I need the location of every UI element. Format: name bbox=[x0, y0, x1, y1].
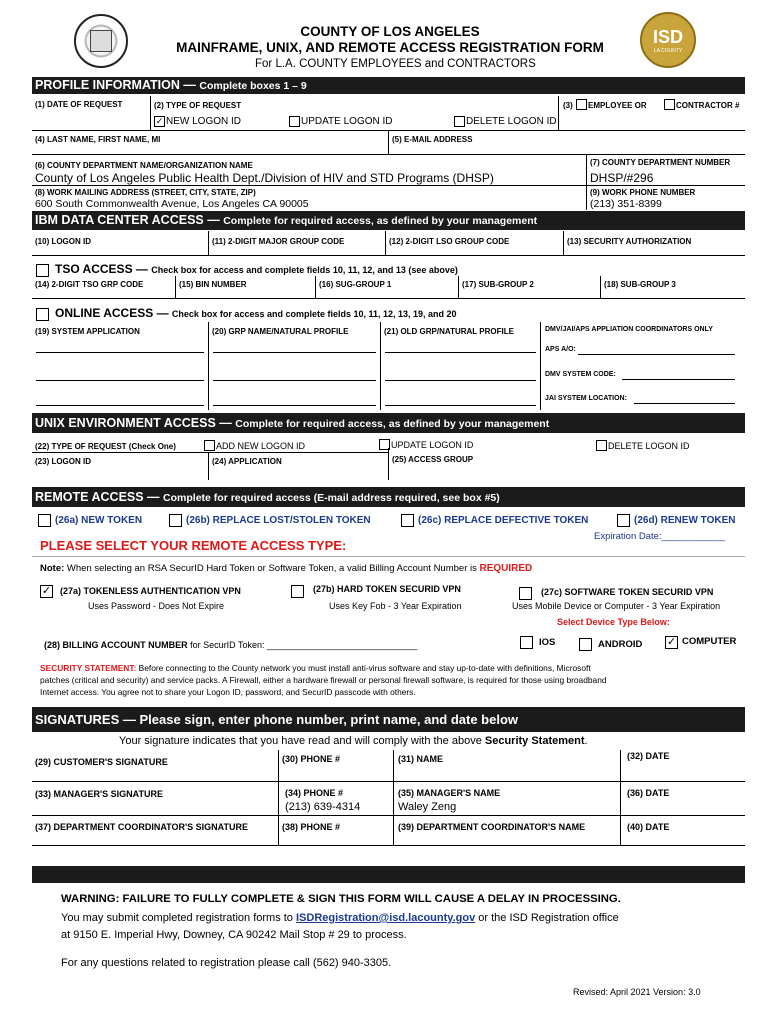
grp-name-line-3[interactable] bbox=[213, 405, 376, 406]
customer-date-label: (32) DATE bbox=[627, 751, 670, 761]
form-title-line2: MAINFRAME, UNIX, AND REMOTE ACCESS REGISTRATION FORM bbox=[176, 40, 604, 55]
tso-access-title bbox=[55, 262, 458, 276]
mailing-address-label: (8) WORK MAILING ADDRESS (STREET, CITY, STATE, ZIP) bbox=[35, 188, 256, 197]
unix-add-checkbox[interactable] bbox=[204, 440, 215, 451]
replace-lost-token-checkbox[interactable] bbox=[169, 514, 182, 527]
form-title-line1: COUNTY OF LOS ANGELES bbox=[300, 24, 480, 39]
employee-label: EMPLOYEE OR bbox=[588, 101, 647, 110]
tso-access-checkbox[interactable] bbox=[36, 264, 49, 277]
unix-application-label: (24) APPLICATION bbox=[212, 457, 282, 466]
software-token-vpn-desc: Uses Mobile Device or Computer - 3 Year Expiration bbox=[512, 601, 721, 611]
department-name-label: (6) COUNTY DEPARTMENT NAME/ORGANIZATION NAME bbox=[35, 161, 253, 170]
customer-phone-label: (30) PHONE # bbox=[282, 754, 341, 764]
tokenless-vpn-desc: Uses Password - Does Not Expire bbox=[88, 601, 225, 611]
questions-text: For any questions related to registration please call (562) 940-3305. bbox=[61, 957, 392, 969]
system-app-line-2[interactable] bbox=[36, 380, 204, 381]
unix-bar-title: UNIX ENVIRONMENT ACCESS — bbox=[35, 416, 232, 430]
manager-phone-value[interactable]: (213) 639-4314 bbox=[285, 801, 361, 813]
manager-name-value[interactable]: Waley Zeng bbox=[398, 801, 457, 813]
online-subtitle-text: Check box for access and complete fields 10, 11, 12, 13, 19, and 20 bbox=[171, 309, 457, 319]
unix-delete-label: DELETE LOGON ID bbox=[608, 441, 690, 451]
unix-section-bar bbox=[32, 413, 745, 433]
system-application-label: (19) SYSTEM APPLICATION bbox=[35, 327, 140, 336]
system-app-line-3[interactable] bbox=[36, 405, 204, 406]
ibm-section-bar bbox=[32, 211, 745, 230]
profile-bar-subtitle: Complete boxes 1 – 9 bbox=[199, 80, 307, 92]
hard-token-vpn-checkbox[interactable] bbox=[291, 585, 304, 598]
online-access-title bbox=[55, 306, 457, 320]
dmv-coordinators-label: DMV/JAI/APS APPLIATION COORDINATORS ONLY bbox=[545, 326, 713, 333]
software-token-vpn-label: (27c) SOFTWARE TOKEN SECURID VPN bbox=[541, 587, 714, 597]
note-text: When selecting an RSA SecurID Hard Token or Software Token, a valid Billing Account Number is bbox=[64, 563, 480, 574]
old-grp-profile-label: (21) OLD GRP/NATURAL PROFILE bbox=[384, 327, 514, 336]
tso-subtitle-text: Check box for access and complete fields 10, 11, 12, and 13 (see above) bbox=[151, 265, 458, 275]
ios-label: IOS bbox=[539, 637, 556, 648]
revision-text: Revised: April 2021 Version: 3.0 bbox=[573, 987, 701, 997]
new-token-checkbox[interactable] bbox=[38, 514, 51, 527]
old-grp-line-3[interactable] bbox=[385, 405, 536, 406]
replace-defective-token-label: (26c) REPLACE DEFECTIVE TOKEN bbox=[418, 515, 589, 526]
manager-phone-label: (34) PHONE # bbox=[285, 788, 344, 798]
tso-title-text: TSO ACCESS — bbox=[55, 262, 148, 276]
security-statement bbox=[40, 662, 607, 698]
contractor-label: CONTRACTOR # bbox=[676, 101, 740, 110]
county-seal-logo bbox=[74, 14, 128, 68]
tokenless-vpn-checkbox[interactable]: ✓ bbox=[41, 585, 52, 597]
sub-group-2-label: (17) SUB-GROUP 2 bbox=[462, 280, 534, 289]
update-logon-checkbox[interactable] bbox=[289, 116, 300, 127]
ibm-bar-title: IBM DATA CENTER ACCESS — bbox=[35, 213, 220, 227]
new-logon-checkbox[interactable]: ✓ bbox=[155, 116, 164, 126]
submit-text-3: at 9150 E. Imperial Hwy, Downey, CA 90242 Mail Stop # 29 to process. bbox=[61, 929, 407, 941]
lso-group-code-label: (12) 2-DIGIT LSO GROUP CODE bbox=[389, 237, 510, 246]
seal-inner-icon bbox=[90, 30, 112, 52]
security-statement-line3: Internet access. You agree not to share your Logon ID, password, and SecurID passcode with others. bbox=[40, 687, 416, 697]
device-type-heading: Select Device Type Below: bbox=[557, 617, 670, 627]
aps-ao-label: APS A/O: bbox=[545, 346, 576, 353]
billing-account-label: (28) BILLING ACCOUNT NUMBER bbox=[44, 640, 188, 650]
new-logon-label: NEW LOGON ID bbox=[166, 116, 242, 127]
hard-token-vpn-desc: Uses Key Fob - 3 Year Expiration bbox=[329, 601, 462, 611]
coordinator-name-label: (39) DEPARTMENT COORDINATOR'S NAME bbox=[398, 822, 586, 832]
computer-label: COMPUTER bbox=[682, 636, 737, 647]
signatures-bar-title: SIGNATURES — Please sign, enter phone number, print name, and date below bbox=[35, 712, 519, 727]
note-label: Note: bbox=[40, 563, 65, 574]
unix-access-group-label: (25) ACCESS GROUP bbox=[392, 455, 474, 464]
required-text: REQUIRED bbox=[479, 563, 533, 574]
coordinator-phone-label: (38) PHONE # bbox=[282, 822, 341, 832]
sub-group-1-label: (16) SUG-GROUP 1 bbox=[319, 280, 392, 289]
signature-intro-text: Your signature indicates that you have read and will comply with the above bbox=[119, 735, 485, 747]
bottom-black-bar bbox=[32, 866, 745, 883]
signatures-section-bar bbox=[32, 707, 745, 732]
update-logon-label: UPDATE LOGON ID bbox=[301, 116, 393, 127]
hard-token-vpn-label: (27b) HARD TOKEN SECURID VPN bbox=[313, 584, 461, 594]
registration-email-link[interactable]: ISDRegistration@isd.lacounty.gov bbox=[295, 912, 476, 924]
isd-logo-text: ISD bbox=[652, 27, 683, 47]
computer-checkbox[interactable]: ✓ bbox=[666, 636, 677, 648]
customer-signature-label: (29) CUSTOMER'S SIGNATURE bbox=[35, 757, 168, 767]
jai-system-location-line[interactable] bbox=[634, 403, 735, 404]
field3-label: (3) bbox=[563, 101, 573, 110]
customer-name-label: (31) NAME bbox=[398, 754, 444, 764]
logon-id-label: (10) LOGON ID bbox=[35, 237, 92, 246]
contractor-checkbox[interactable] bbox=[664, 99, 675, 110]
tokenless-vpn-label: (27a) TOKENLESS AUTHENTICATION VPN bbox=[60, 586, 241, 596]
renew-token-checkbox[interactable] bbox=[617, 514, 630, 527]
online-access-checkbox[interactable] bbox=[36, 308, 49, 321]
android-checkbox[interactable] bbox=[579, 638, 592, 651]
grp-name-line-1[interactable] bbox=[213, 352, 376, 353]
billing-account-field[interactable] bbox=[44, 640, 417, 650]
tso-grp-code-label: (14) 2-DIGIT TSO GRP CODE bbox=[35, 280, 144, 289]
jai-system-location-label: JAI SYSTEM LOCATION: bbox=[545, 395, 627, 402]
unix-bar-subtitle: Complete for required access, as defined by your management bbox=[235, 418, 550, 430]
expiration-date-field[interactable]: Expiration Date:____________ bbox=[594, 531, 725, 542]
delete-logon-label: DELETE LOGON ID bbox=[466, 116, 557, 127]
replace-defective-token-checkbox[interactable] bbox=[401, 514, 414, 527]
grp-name-line-2[interactable] bbox=[213, 380, 376, 381]
software-token-vpn-checkbox[interactable] bbox=[519, 587, 532, 600]
delete-logon-checkbox[interactable] bbox=[454, 116, 465, 127]
remote-bar-title: REMOTE ACCESS — bbox=[35, 490, 160, 504]
grp-name-profile-label: (20) GRP NAME/NATURAL PROFILE bbox=[212, 327, 349, 336]
security-statement-line2: patches (critical and security) and service packs. A Firewall, either a hardware firewall or personal firewall software, is required for those using broadband bbox=[40, 675, 607, 685]
aps-ao-line[interactable] bbox=[578, 354, 735, 355]
android-label: ANDROID bbox=[598, 639, 643, 650]
replace-lost-token-label: (26b) REPLACE LOST/STOLEN TOKEN bbox=[186, 515, 371, 526]
renew-token-label: (26d) RENEW TOKEN bbox=[634, 515, 736, 526]
major-group-code-label: (11) 2-DIGIT MAJOR GROUP CODE bbox=[212, 237, 345, 246]
unix-delete-checkbox[interactable] bbox=[596, 440, 607, 451]
warning-text: WARNING: FAILURE TO FULLY COMPLETE & SIGN THIS FORM WILL CAUSE A DELAY IN PROCESSING. bbox=[61, 893, 621, 905]
last-first-name-label: (4) LAST NAME, FIRST NAME, MI bbox=[35, 135, 161, 144]
department-name-value[interactable]: County of Los Angeles Public Health Dept./Division of HIV and STD Programs (DHSP) bbox=[35, 171, 494, 185]
unix-type-of-request-label: (22) TYPE OF REQUEST (Check One) bbox=[35, 442, 176, 451]
rsa-note bbox=[40, 563, 532, 574]
old-grp-line-2[interactable] bbox=[385, 380, 536, 381]
dmv-system-code-line[interactable] bbox=[622, 379, 735, 380]
ibm-bar-subtitle: Complete for required access, as defined by your management bbox=[223, 215, 538, 227]
new-token-label: (26a) NEW TOKEN bbox=[55, 515, 143, 526]
department-number-label: (7) COUNTY DEPARTMENT NUMBER bbox=[590, 158, 731, 167]
coordinator-signature-label: (37) DEPARTMENT COORDINATOR'S SIGNATURE bbox=[35, 822, 248, 832]
online-title-text: ONLINE ACCESS — bbox=[55, 306, 169, 320]
department-number-value[interactable]: DHSP/#296 bbox=[590, 171, 654, 185]
profile-bar-title: PROFILE INFORMATION — bbox=[35, 78, 196, 92]
coordinator-date-label: (40) DATE bbox=[627, 822, 670, 832]
employee-checkbox[interactable] bbox=[576, 99, 587, 110]
email-address-label: (5) E-MAIL ADDRESS bbox=[392, 135, 473, 144]
signature-intro bbox=[119, 735, 588, 747]
unix-update-label: UPDATE LOGON ID bbox=[391, 440, 474, 450]
submit-text-2: or the ISD Registration office bbox=[475, 912, 619, 924]
date-of-request-label: (1) DATE OF REQUEST bbox=[35, 100, 123, 109]
submit-instructions bbox=[61, 910, 619, 944]
signature-intro-bold: Security Statement bbox=[484, 735, 585, 747]
old-grp-line-1[interactable] bbox=[385, 352, 536, 353]
security-statement-label: SECURITY STATEMENT: bbox=[40, 663, 137, 673]
submit-text-1: You may submit completed registration forms to bbox=[61, 912, 296, 924]
mailing-address-value[interactable]: 600 South Commonwealth Avenue, Los Angeles CA 90005 bbox=[35, 198, 309, 210]
profile-section-bar bbox=[32, 77, 745, 94]
billing-account-line: for SecurID Token: ______________________________ bbox=[187, 640, 418, 650]
dmv-system-code-label: DMV SYSTEM CODE: bbox=[545, 371, 616, 378]
manager-signature-label: (33) MANAGER'S SIGNATURE bbox=[35, 789, 163, 799]
remote-bar-subtitle: Complete for required access (E-mail address required, see box #5) bbox=[163, 492, 500, 504]
remote-section-bar bbox=[32, 487, 745, 507]
select-remote-type-heading: PLEASE SELECT YOUR REMOTE ACCESS TYPE: bbox=[40, 538, 347, 553]
security-authorization-label: (13) SECURITY AUTHORIZATION bbox=[567, 237, 692, 246]
security-statement-line1: Before connecting to the County network you must install anti-virus software and stay up-to-date with definitions, Microsoft bbox=[136, 663, 591, 673]
manager-date-label: (36) DATE bbox=[627, 788, 670, 798]
bin-number-label: (15) BIN NUMBER bbox=[179, 280, 247, 289]
unix-logon-id-label: (23) LOGON ID bbox=[35, 457, 92, 466]
signature-intro-end: . bbox=[584, 735, 588, 747]
unix-add-label: ADD NEW LOGON ID bbox=[216, 441, 306, 451]
work-phone-label: (9) WORK PHONE NUMBER bbox=[590, 188, 696, 197]
manager-name-label: (35) MANAGER'S NAME bbox=[398, 788, 501, 798]
work-phone-value[interactable]: (213) 351-8399 bbox=[590, 198, 662, 210]
type-of-request-label: (2) TYPE OF REQUEST bbox=[154, 101, 242, 110]
form-subtitle: For L.A. COUNTY EMPLOYEES and CONTRACTORS bbox=[255, 58, 536, 70]
isd-logo-subtext: LA COUNTY bbox=[653, 48, 683, 54]
system-app-line-1[interactable] bbox=[36, 352, 204, 353]
sub-group-3-label: (18) SUB-GROUP 3 bbox=[604, 280, 676, 289]
ios-checkbox[interactable] bbox=[520, 636, 533, 649]
